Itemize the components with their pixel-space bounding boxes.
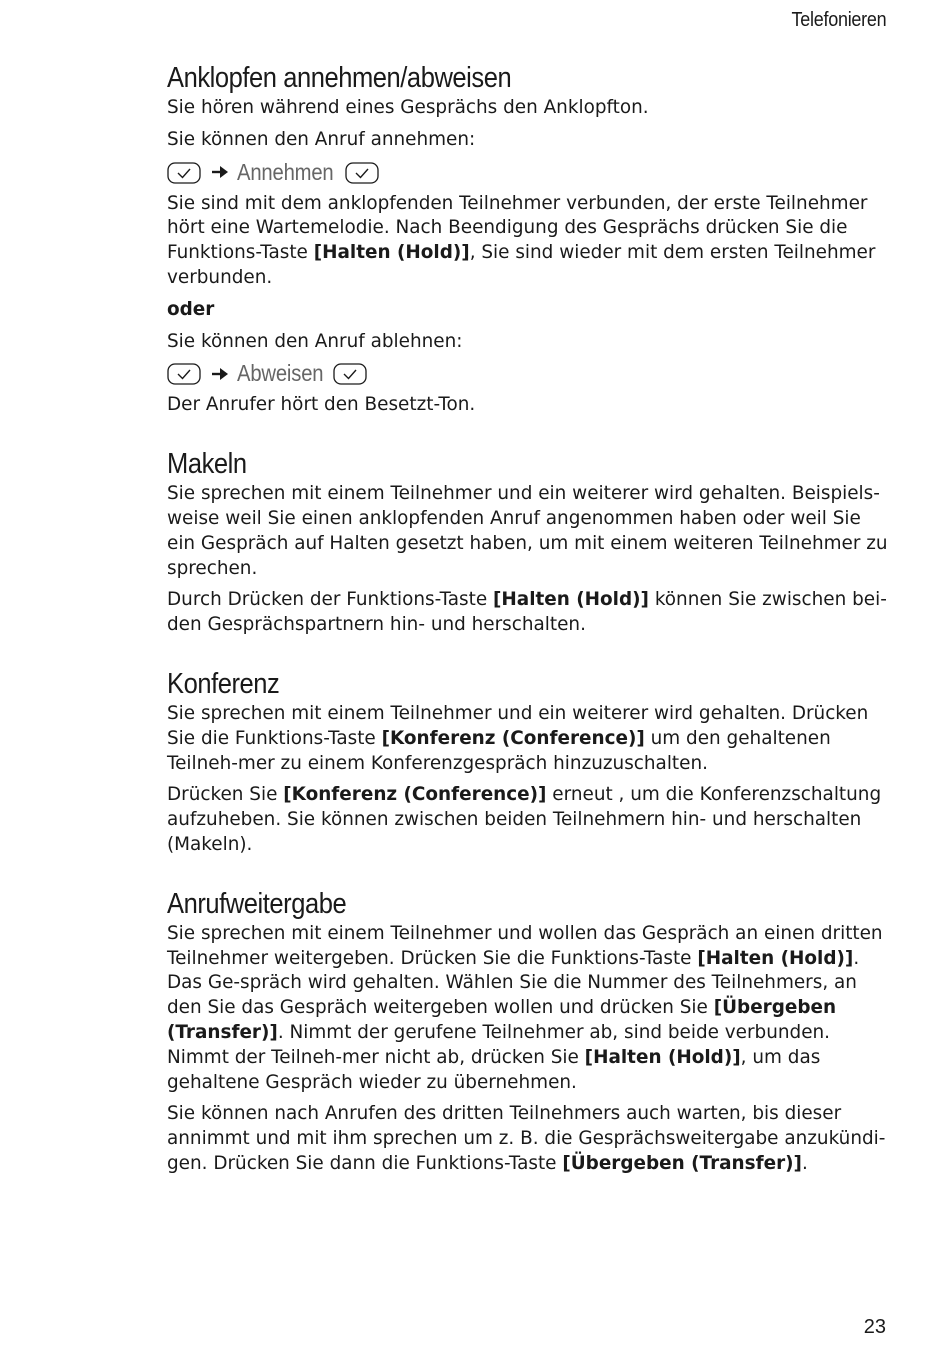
function-key-label: [Halten (Hold)] — [697, 947, 854, 969]
menu-item-label: Abweisen — [237, 360, 324, 387]
function-key-label: [Halten (Hold)] — [584, 1046, 741, 1068]
function-key-label: [Halten (Hold)] — [313, 242, 470, 264]
key-sequence-accept — [167, 160, 889, 185]
paragraph: Sie hören während eines Gesprächs den Anklopfton. — [167, 97, 649, 118]
section-konferenz — [167, 666, 889, 858]
section-anrufweitergabe — [167, 886, 889, 1177]
paragraph: Sie sprechen mit einem Teilnehmer und ein weiterer wird gehalten. Drücken Sie die Funktions-Taste [Konferenz (Conference)] um den gehaltenen Teilneh-mer zu einem Konferenzgespräch hinzuzuschalten. — [167, 702, 869, 774]
section-makeln — [167, 446, 889, 638]
function-key-label: [Übergeben (Transfer)] — [167, 997, 837, 1043]
function-key-label: [Übergeben (Transfer)] — [562, 1152, 802, 1174]
ok-key-icon — [167, 162, 201, 184]
section-anklopfen — [167, 60, 889, 418]
ok-key-icon — [333, 363, 367, 385]
arrow-right-icon — [211, 165, 229, 179]
page-content — [167, 60, 889, 1205]
section-title: Anrufweitergabe — [167, 887, 347, 920]
function-key-label: [Halten (Hold)] — [492, 589, 649, 611]
paragraph: Drücken Sie [Konferenz (Conference)] erneut , um die Konferenzschaltung aufzuheben. Sie können zwischen beiden Teilnehmern hin- und herschalten (Makeln). — [167, 784, 882, 855]
section-title: Makeln — [167, 448, 247, 481]
paragraph: Sie können den Anruf annehmen: — [167, 128, 476, 150]
function-key-label: [Konferenz (Conference)] — [283, 784, 547, 806]
key-sequence-reject — [167, 361, 889, 386]
paragraph: Durch Drücken der Funktions-Taste [Halten (Hold)] können Sie zwischen bei-den Gesprächspartnern hin- und herschalten. — [167, 589, 887, 636]
function-key-label: [Konferenz (Conference)] — [381, 727, 645, 749]
paragraph: Sie können nach Anrufen des dritten Teilnehmers auch warten, bis dieser annimmt und mit ihm sprechen um z. B. die Gesprächsweitergabe anzukündi-gen. Drücken Sie dann die Funktions-Taste [Übergeben (Transfer)]. — [167, 1103, 886, 1174]
or-label: oder — [167, 298, 215, 320]
paragraph: Sie sind mit dem anklopfenden Teilnehmer verbunden, der erste Teilnehmer hört eine Wartemelodie. Nach Beendigung des Gesprächs drücken Sie die Funktions-Taste [Halten (Hold)], Sie sind wieder mit dem ersten Teilnehmer verbunden. — [167, 192, 876, 288]
paragraph: Sie sprechen mit einem Teilnehmer und wollen das Gespräch an einen dritten Teilnehmer weitergeben. Drücken Sie die Funktions-Taste [Halten (Hold)]. Das Ge-spräch wird gehalten. Wählen Sie die Nummer des Teilnehmers, an den Sie das Gespräch weitergeben wollen und drücken Sie [Übergeben (Transfer)]. Nimmt der gerufene Teilnehmer ab, sind beide verbunden. Nimmt der Teilneh-mer nicht ab, drücken Sie [Halten (Hold)], um das gehaltene Gespräch wieder zu übernehmen. — [167, 922, 883, 1093]
arrow-right-icon — [211, 367, 229, 381]
section-title: Anklopfen annehmen/abweisen — [167, 62, 512, 94]
page-header-section: Telefonieren — [791, 9, 886, 31]
ok-key-icon — [345, 162, 379, 184]
paragraph: Sie können den Anruf ablehnen: — [167, 330, 463, 352]
ok-key-icon — [167, 363, 201, 385]
section-title: Konferenz — [167, 667, 280, 700]
page-number: 23 — [863, 1316, 886, 1338]
menu-item-label: Annehmen — [237, 158, 334, 185]
paragraph: Der Anrufer hört den Besetzt-Ton. — [167, 394, 476, 416]
paragraph: Sie sprechen mit einem Teilnehmer und ein weiterer wird gehalten. Beispiels-weise weil Sie einen anklopfenden Anruf angenommen haben oder weil Sie ein Gespräch auf Halten gesetzt haben, um mit einem weiteren Teilnehmer zu sprechen. — [167, 483, 888, 579]
